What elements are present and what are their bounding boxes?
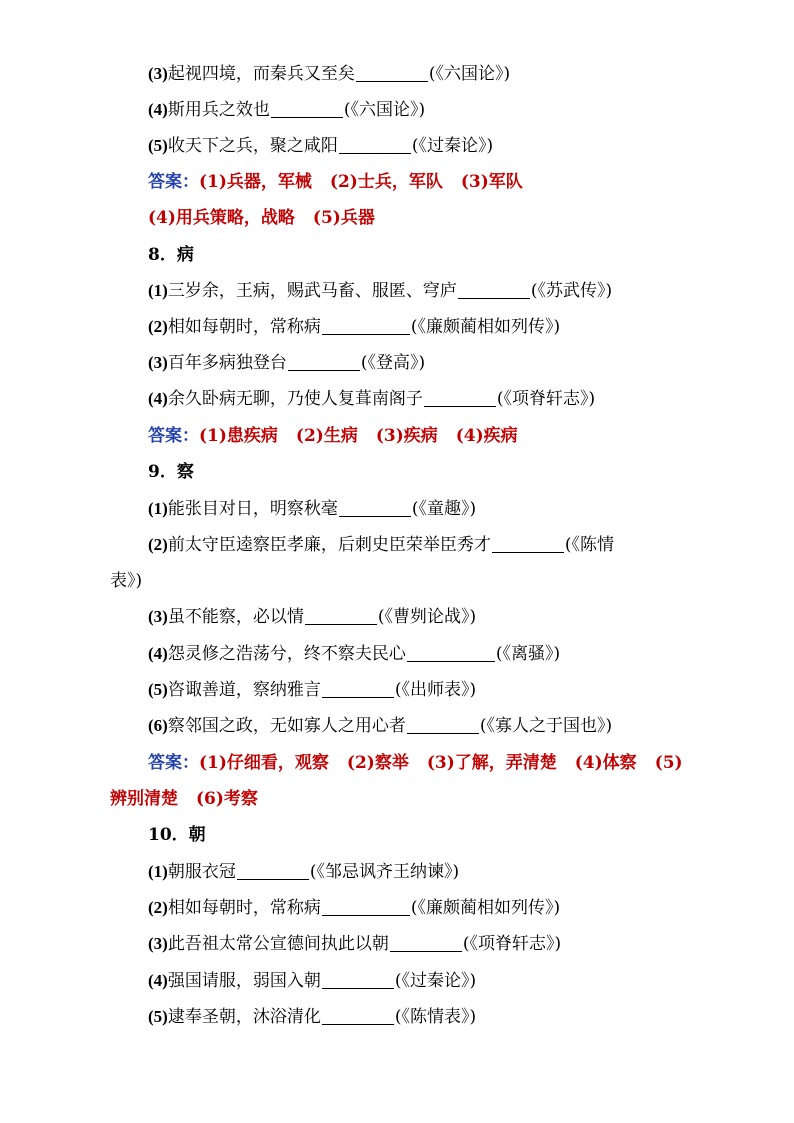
question-line xyxy=(148,387,595,411)
item-source: (《过秦论》) xyxy=(394,971,477,991)
answer-label: 答案： xyxy=(148,753,199,773)
item-number: (1) xyxy=(148,862,168,881)
answer-blank xyxy=(407,643,495,662)
answer-blank xyxy=(339,135,411,154)
answer-item: (1)兵器，军械 xyxy=(199,172,312,192)
item-source: (《出师表》) xyxy=(394,680,477,700)
question-line-continuation xyxy=(110,569,142,593)
item-number: (4) xyxy=(148,644,168,663)
answer-blank xyxy=(271,99,343,118)
answer-blank xyxy=(407,715,479,734)
item-source: 表》) xyxy=(110,571,143,591)
answer-line xyxy=(148,424,518,448)
answer-line xyxy=(110,787,258,811)
item-number: (4) xyxy=(148,971,168,990)
answer-item: (2)生病 xyxy=(295,426,358,446)
item-number: (5) xyxy=(148,136,168,155)
question-line xyxy=(148,351,425,375)
item-number: (3) xyxy=(148,64,168,83)
answer-blank xyxy=(356,63,428,82)
item-text: 余久卧病无聊，乃使人复葺南阁子 xyxy=(167,389,423,409)
section-title: 9．察 xyxy=(148,462,194,482)
answer-blank xyxy=(390,933,462,952)
question-line xyxy=(148,969,476,993)
answer-line xyxy=(148,206,375,230)
item-number: (1) xyxy=(148,499,168,518)
answer-blank xyxy=(237,861,309,880)
section-title: 8．病 xyxy=(148,245,194,265)
item-number: (4) xyxy=(148,100,168,119)
answer-line xyxy=(148,170,523,194)
answer-blank xyxy=(322,679,394,698)
question-line xyxy=(148,642,560,666)
question-line xyxy=(148,714,612,738)
item-text: 前太守臣逵察臣孝廉，后刺史臣荣举臣秀才 xyxy=(167,535,491,555)
item-source: (《寡人之于国也》) xyxy=(479,716,613,736)
answer-item: (2)士兵，军队 xyxy=(329,172,443,192)
item-source: (《登高》) xyxy=(360,353,426,373)
item-text: 起视四境，而秦兵又至矣 xyxy=(167,64,355,84)
item-text: 斯用兵之效也 xyxy=(167,100,270,120)
item-number: (3) xyxy=(148,607,168,626)
answer-item: (2)察举 xyxy=(346,753,409,773)
item-source: (《邹忌讽齐王纳谏》) xyxy=(309,862,460,882)
answer-item: (5) xyxy=(654,753,683,773)
question-line xyxy=(148,533,614,557)
item-text: 虽不能察，必以情 xyxy=(167,607,304,627)
item-number: (3) xyxy=(148,353,168,372)
answer-blank xyxy=(305,606,377,625)
item-text: 此吾祖太常公宣德间执此以朝 xyxy=(167,934,389,954)
item-number: (2) xyxy=(148,535,168,554)
item-source: (《廉颇蔺相如列传》) xyxy=(410,898,561,918)
item-source: (《苏武传》) xyxy=(530,281,613,301)
item-text: 察邻国之政，无如寡人之用心者 xyxy=(167,716,406,736)
question-line xyxy=(148,605,476,629)
item-number: (5) xyxy=(148,680,168,699)
item-source: (《项脊轩志》) xyxy=(496,389,596,409)
question-line xyxy=(148,932,561,956)
item-source: (《过秦论》) xyxy=(411,136,494,156)
question-line xyxy=(148,497,476,521)
answer-blank xyxy=(458,280,530,299)
item-text: 怨灵修之浩荡兮，终不察夫民心 xyxy=(167,644,406,664)
answer-blank xyxy=(288,352,360,371)
question-line xyxy=(148,1005,476,1029)
item-source: (《六国论》) xyxy=(343,100,426,120)
answer-blank xyxy=(322,970,394,989)
item-number: (2) xyxy=(148,898,168,917)
question-line xyxy=(148,315,560,339)
item-source: (《陈情表》) xyxy=(394,1007,477,1027)
item-source: (《廉颇蔺相如列传》) xyxy=(410,317,561,337)
question-line xyxy=(148,896,560,920)
question-line xyxy=(148,279,612,303)
question-line xyxy=(148,134,493,158)
item-source: (《曹刿论战》) xyxy=(377,607,477,627)
item-number: (3) xyxy=(148,934,168,953)
answer-item: (1)仔细看，观察 xyxy=(199,753,329,773)
answer-item: (4)用兵策略，战略 xyxy=(148,208,295,228)
answer-blank xyxy=(424,388,496,407)
item-text: 朝服衣冠 xyxy=(167,862,236,882)
answer-blank xyxy=(322,316,410,335)
item-number: (2) xyxy=(148,317,168,336)
answer-item: (4)体察 xyxy=(574,753,637,773)
item-source: (《项脊轩志》) xyxy=(462,934,562,954)
section-title: 10．朝 xyxy=(148,825,206,845)
answer-item: (6)考察 xyxy=(196,789,258,809)
item-number: (5) xyxy=(148,1007,168,1026)
question-line xyxy=(148,62,510,86)
item-text: 相如每朝时，常称病 xyxy=(167,317,321,337)
answer-item: (3)疾病 xyxy=(375,426,438,446)
question-line xyxy=(148,678,476,702)
item-number: (4) xyxy=(148,389,168,408)
answer-blank xyxy=(339,498,411,517)
item-text: 咨诹善道，察纳雅言 xyxy=(167,680,321,700)
question-line xyxy=(148,860,459,884)
item-text: 三岁余，王病，赐武马畜、服匿、穹庐 xyxy=(167,281,457,301)
item-text: 逮奉圣朝，沐浴清化 xyxy=(167,1007,321,1027)
answer-item: (3)军队 xyxy=(460,172,523,192)
question-line xyxy=(148,98,425,122)
item-text: 能张目对日，明察秋毫 xyxy=(167,499,338,519)
answer-item: (5)兵器 xyxy=(312,208,375,228)
answer-blank xyxy=(322,897,410,916)
answer-line xyxy=(148,751,683,775)
item-source: (《童趣》) xyxy=(411,499,477,519)
item-text: 百年多病独登台 xyxy=(167,353,287,373)
answer-blank xyxy=(322,1006,394,1025)
answer-item: (3)了解，弄清楚 xyxy=(426,753,557,773)
item-number: (1) xyxy=(148,281,168,300)
item-text: 强国请服，弱国入朝 xyxy=(167,971,321,991)
answer-item: (1)患疾病 xyxy=(199,426,278,446)
item-source: (《离骚》) xyxy=(495,644,561,664)
item-source: (《陈情 xyxy=(564,535,614,555)
answer-label: 答案： xyxy=(148,172,199,192)
answer-label: 答案： xyxy=(148,426,199,446)
answer-item: (4)疾病 xyxy=(455,426,518,446)
item-text: 相如每朝时，常称病 xyxy=(167,898,321,918)
answer-item: 辨别清楚 xyxy=(110,789,178,809)
item-number: (6) xyxy=(148,716,168,735)
item-text: 收天下之兵，聚之咸阳 xyxy=(167,136,338,156)
answer-blank xyxy=(492,534,564,553)
item-source: (《六国论》) xyxy=(428,64,511,84)
